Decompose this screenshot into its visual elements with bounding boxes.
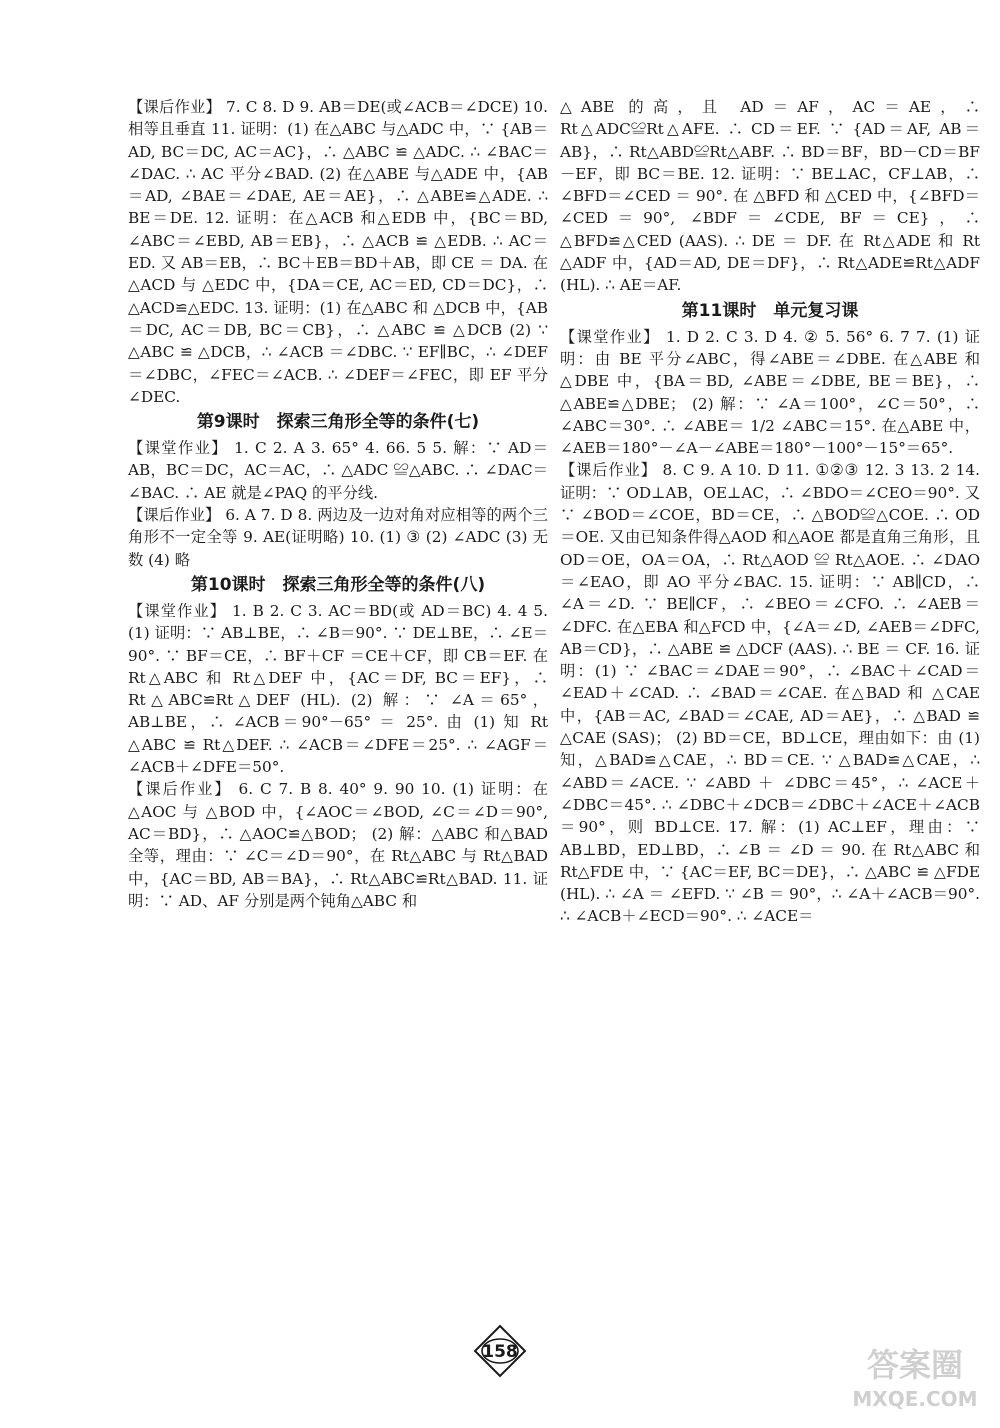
page-number-badge bbox=[473, 1324, 527, 1378]
right-column bbox=[560, 96, 980, 928]
watermark-top: 答案圈 bbox=[866, 1346, 964, 1384]
paragraph: 【课后作业】 6. C 7. B 8. 40° 9. 90 10. (1) 证明：在 △AOC 与 △BOD 中，{∠AOC＝∠BOD, ∠C＝∠D＝90°, AC＝BD}，∴ △AOC≌△BOD； (2) 解：△ABC 和△BAD 全等，理由：∵ ∠C＝∠D＝90°，在 Rt△ABC 与 Rt△BAD 中，{AC＝BD, AB＝BA}，∴ Rt△ABC≌Rt△BAD. 11. 证明：∵ AD、AF 分别是两个钝角△ABC 和 bbox=[128, 780, 548, 910]
watermark-bottom: MXQE.COM bbox=[852, 1387, 978, 1411]
paragraph: 【课后作业】 8. C 9. A 10. D 11. ①②③ 12. 3 13. 2 14. 证明：∵ OD⊥AB，OE⊥AC，∴ ∠BDO＝∠CEO＝90°. 又∵ ∠BOD＝∠COE，BD＝CE，∴ △BOD≌△COE. ∴ OD＝OE. 又由已知条件得△AOD 和△AOE 都是直角三角形，且 OD＝OE，OA＝OA，∴ Rt△AOD ≌ Rt△AOE. ∴ ∠DAO＝∠EAO，即 AO 平分∠BAC. 15. 证明：∵ AB∥CD，∴ ∠A＝∠D. ∵ BE∥CF，∴ ∠BEO＝∠CFO. ∴ ∠AEB＝∠DFC. 在△EBA 和△FCD 中，{∠A＝∠D, ∠AEB＝∠DFC, AB＝CD}，∴ △ABE ≌ △DCF (AAS). ∴ BE ＝ CF. 16. 证明：(1) ∵ ∠BAC＝∠DAE＝90°，∴ ∠BAC＋∠CAD＝∠EAD＋∠CAD. ∴ ∠BAD＝∠CAE. 在△BAD 和 △CAE 中，{AB＝AC, ∠BAD＝∠CAE, AD＝AE}，∴ △BAD ≌ △CAE (SAS)； (2) BD＝CE，BD⊥CE，理由如下：由 (1) 知，△BAD≌△CAE，∴ BD＝CE. ∵ △BAD≌△CAE，∴ ∠ABD＝∠ACE. ∵ ∠ABD ＋ ∠DBC＝45°，∴ ∠ACE＋∠DBC＝45°. ∴ ∠DBC＋∠DCB＝∠DBC＋∠ACE＋∠ACB＝90°，则 BD⊥CE. 17. 解：(1) AC⊥EF，理由：∵ AB⊥BD，ED⊥BD，∴ ∠B ＝ ∠D ＝ 90. 在 Rt△ABC 和 Rt△FDE 中，∵ {AC＝EF, BC＝DE}，∴ △ABC ≌ △FDE (HL). ∴ ∠A ＝ ∠EFD. ∵ ∠B ＝ 90°，∴ ∠A＋∠ACB＝90°. ∴ ∠ACB＋∠ECD＝90°. ∴ ∠ACE＝ bbox=[560, 461, 980, 926]
paragraph: 【课堂作业】 1. C 2. A 3. 65° 4. 66. 5 5. 解：∵ AD＝AB，BC＝DC，AC＝AC，∴ △ADC ≌△ABC. ∴ ∠DAC＝∠BAC. ∴ AE 就是∠PAQ 的平分线. bbox=[128, 439, 548, 502]
watermark-logo bbox=[840, 1336, 990, 1416]
paragraph: 【课后作业】 7. C 8. D 9. AB＝DE(或∠ACB＝∠DCE) 10. 相等且垂直 11. 证明：(1) 在△ABC 与△ADC 中，∵ {AB＝AD, BC＝DC, AC＝AC}，∴ △ABC ≌ △ADC. ∴ ∠BAC＝∠DAC. ∴ AC 平分∠BAD. (2) 在△ABE 与△ADE 中，{AB＝AD, ∠BAE＝∠DAE, AE＝AE}，∴ △ABE≌△ADE. ∴ BE＝DE. 12. 证明：在△ACB 和△EDB 中，{BC＝BD, ∠ABC＝∠EBD, AB＝EB}，∴ △ACB ≌ △EDB. ∴ AC＝ED. 又 AB＝EB，∴ BC＋EB＝BD＋AB，即 CE ＝ DA. 在 △ACD 与 △EDC 中，{DA＝CE, AC＝ED, CD＝DC}，∴ △ACD≌△EDC. 13. 证明：(1) 在△ABC 和 △DCB 中，{AB＝DC, AC＝DB, BC＝CB}，∴ △ABC ≌ △DCB (2) ∵ △ABC ≌ △DCB，∴ ∠ACB ＝∠DBC. ∵ EF∥BC，∴ ∠DEF＝∠DBC，∠FEC＝∠ACB. ∴ ∠DEF＝∠FEC，即 EF 平分∠DEC. bbox=[128, 98, 548, 406]
page-number: 158 bbox=[482, 1342, 518, 1362]
paragraph: 【课后作业】 6. A 7. D 8. 两边及一边对角对应相等的两个三角形不一定全等 9. AE(证明略) 10. (1) ③ (2) ∠ADC (3) 无数 (4) 略 bbox=[128, 506, 548, 569]
paragraph: 【课堂作业】 1. B 2. C 3. AC＝BD(或 AD＝BC) 4. 4 5. (1) 证明：∵ AB⊥BE，∴ ∠B＝90°. ∵ DE⊥BE，∴ ∠E＝90°. ∵ BF＝CE，∴ BF＋CF ＝CE＋CF，即 CB＝EF. 在 Rt△ABC 和 Rt△DEF 中，{AC＝DF, BC＝EF}，∴ Rt△ABC≌Rt△DEF (HL). (2) 解：∵ ∠A＝65°，AB⊥BE，∴ ∠ACB＝90°－65° ＝ 25°. 由 (1) 知 Rt △ABC ≌ Rt△DEF. ∴ ∠ACB＝∠DFE＝25°. ∴ ∠AGF＝∠ACB＋∠DFE＝50°. bbox=[128, 601, 548, 777]
left-column bbox=[128, 96, 548, 912]
section-heading: 第10课时 探索三角形全等的条件(八) bbox=[190, 574, 486, 595]
section-heading: 第9课时 探索三角形全等的条件(七) bbox=[196, 412, 480, 433]
paragraph: 【课堂作业】 1. D 2. C 3. D 4. ② 5. 56° 6. 7 7. (1) 证明：由 BE 平分∠ABC，得∠ABE＝∠DBE. 在△ABE 和△DBE 中，{BA＝BD, ∠ABE＝∠DBE, BE＝BE}，∴ △ABE≌△DBE； (2) 解：∵ ∠A＝100°，∠C＝50°，∴ ∠ABC＝30°. ∴ ∠ABE＝ 1/2 ∠ABC＝15°. 在△ABE 中，∠AEB＝180°－∠A－∠ABE＝180°－100°－15°＝65°. bbox=[560, 327, 980, 458]
section-heading: 第11课时 单元复习课 bbox=[681, 300, 859, 321]
paragraph: △ABE 的高，且 AD＝AF，AC＝AE，∴ Rt△ADC≌Rt△AFE. ∴ CD＝EF. ∵ {AD＝AF, AB＝AB}，∴ Rt△ABD≌Rt△ABF. ∴ BD＝BF，BD－CD＝BF－EF，即 BC＝BE. 12. 证明：∵ BE⊥AC，CF⊥AB，∴ ∠BFD＝∠CED ＝ 90°. 在 △BFD 和 △CED 中，{∠BFD＝∠CED＝90°, ∠BDF＝∠CDE, BF＝CE}，∴ △BFD≌△CED (AAS). ∴ DE ＝ DF. 在 Rt△ADE 和 Rt △ADF 中，{AD＝AD, DE＝DF}，∴ Rt△ADE≌Rt△ADF (HL). ∴ AE＝AF. bbox=[560, 98, 980, 295]
